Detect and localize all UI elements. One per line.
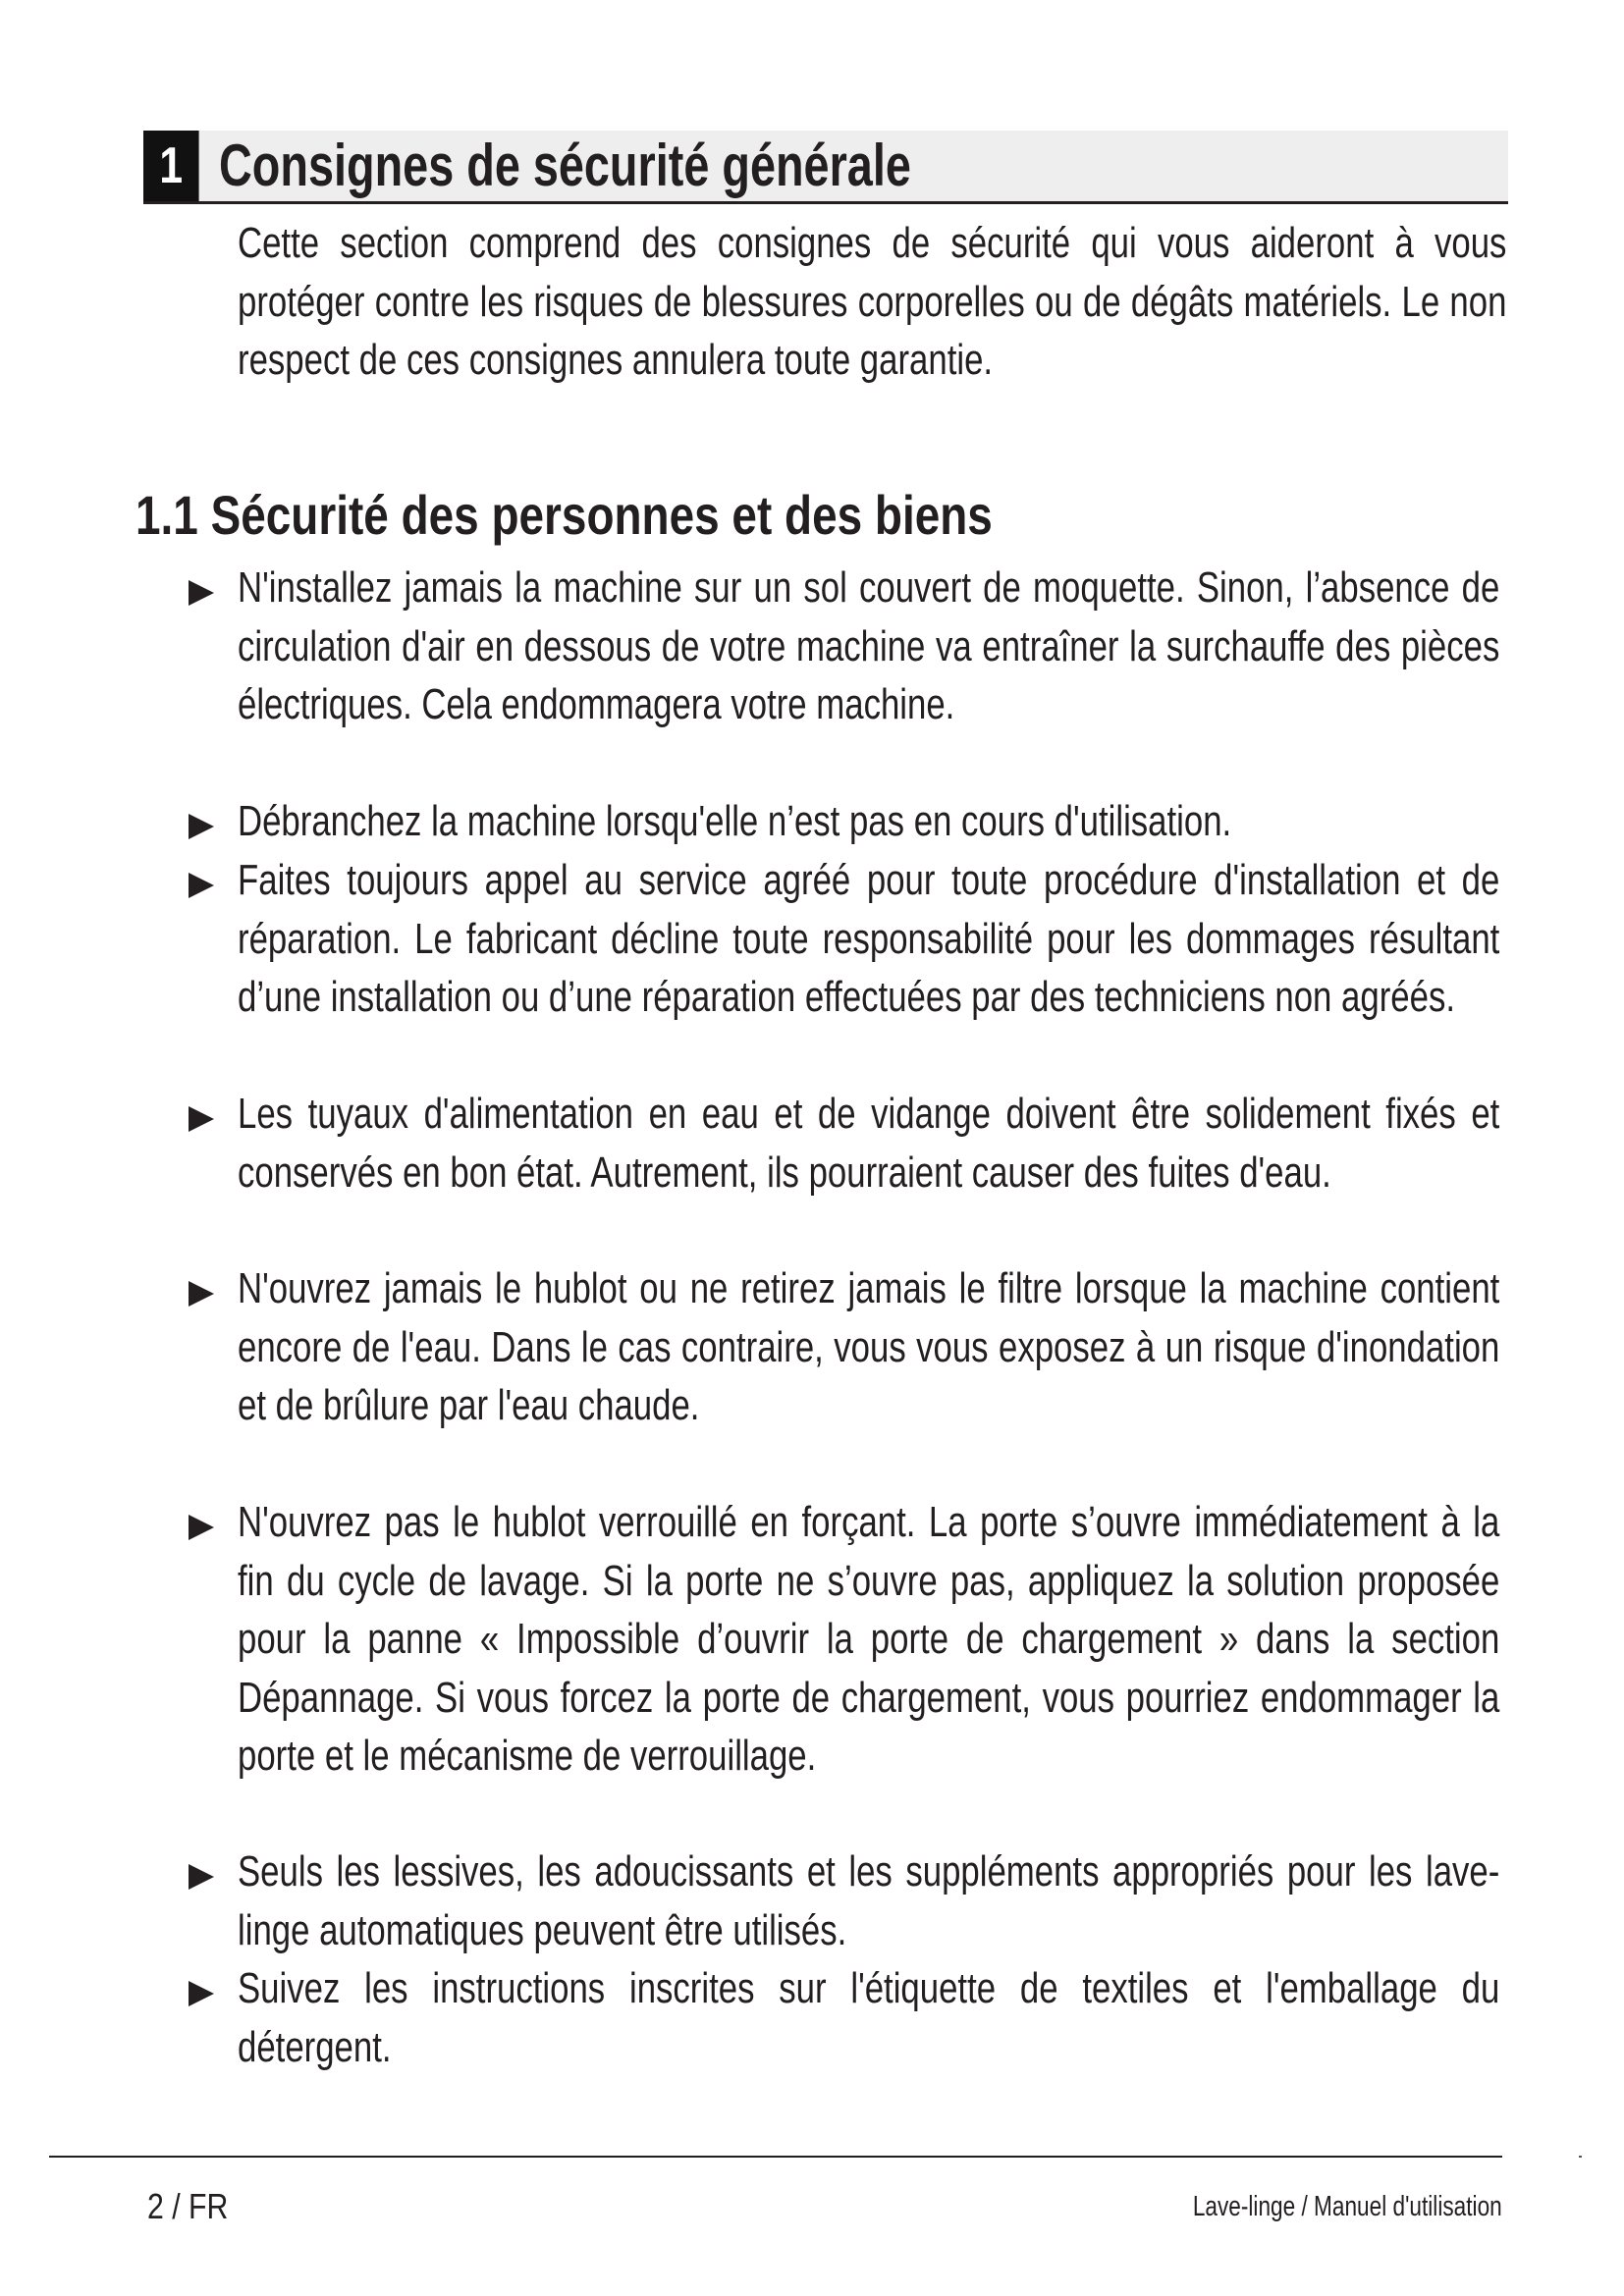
triangle-bullet-icon <box>189 580 214 606</box>
section-number: 1 <box>143 131 199 201</box>
triangle-bullet-icon <box>189 814 214 839</box>
page-number: 2 / FR <box>147 2186 229 2226</box>
list-item <box>185 1493 1504 1842</box>
list-item <box>185 1085 1504 1259</box>
list-item-text: Seuls les lessives, les adoucissants et les suppléments appropriés pour les lave-linge automatiques peuvent être utilisés. <box>238 1847 1500 1954</box>
list-item <box>185 1842 1504 1959</box>
triangle-bullet-icon <box>189 1106 214 1132</box>
subsection-title: 1.1 Sécurité des personnes et des biens <box>135 484 993 546</box>
list-item-text: N'ouvrez jamais le hublot ou ne retirez jamais le filtre lorsque la machine contient encore de l'eau. Dans le cas contraire, vous vous exposez à un risque d'inondation et de brûlure par l'eau chaude. <box>238 1264 1500 1429</box>
footer-mark <box>1579 2156 1582 2158</box>
triangle-bullet-icon <box>189 1864 214 1890</box>
list-item <box>185 1259 1504 1493</box>
section-title: Consignes de sécurité générale <box>219 133 911 198</box>
list-item-text: N'ouvrez pas le hublot verrouillé en forçant. La porte s’ouvre immédiatement à la fin du cycle de lavage. Si la porte ne s’ouvre pas, appliquez la solution proposée pour la panne « Impossible d’ouvrir la porte de chargement » dans la section Dépannage. Si vous forcez la porte de chargement, vous pourriez endommager la porte et le mécanisme de verrouillage. <box>238 1498 1500 1780</box>
triangle-bullet-icon <box>189 1981 214 2006</box>
list-item <box>185 559 1504 792</box>
list-item-text: Suivez les instructions inscrites sur l'étiquette de textiles et l'emballage du détergent. <box>238 1964 1500 2071</box>
safety-list <box>185 559 1504 2076</box>
footer-divider <box>49 2156 1502 2158</box>
list-item-text: Les tuyaux d'alimentation en eau et de vidange doivent être solidement fixés et conservés en bon état. Autrement, ils pourraient causer des fuites d'eau. <box>238 1090 1500 1197</box>
list-item-text: Faites toujours appel au service agréé pour toute procédure d'installation et de réparation. Le fabricant décline toute responsabilité pour les dommages résultant d’une installation ou d’une réparation effectuées par des techniciens non agréés. <box>238 856 1500 1021</box>
list-item-text: Débranchez la machine lorsqu'elle n’est pas en cours d'utilisation. <box>238 797 1232 845</box>
triangle-bullet-icon <box>189 873 214 898</box>
section-header <box>143 131 1508 204</box>
triangle-bullet-icon <box>189 1281 214 1307</box>
list-item <box>185 851 1504 1085</box>
triangle-bullet-icon <box>189 1515 214 1540</box>
list-item <box>185 1959 1504 2076</box>
footer-document-title: Lave-linge / Manuel d'utilisation <box>1193 2191 1502 2222</box>
section-intro: Cette section comprend des consignes de sécurité qui vous aideront à vous protéger contre les risques de blessures corporelles ou de dégâts matériels. Le non respect de ces consignes annulera toute garantie. <box>238 219 1507 384</box>
list-item <box>185 792 1504 851</box>
list-item-text: N'installez jamais la machine sur un sol couvert de moquette. Sinon, l’absence de circulation d'air en dessous de votre machine va entraîner la surchauffe des pièces électriques. Cela endommagera votre machine. <box>238 563 1500 728</box>
